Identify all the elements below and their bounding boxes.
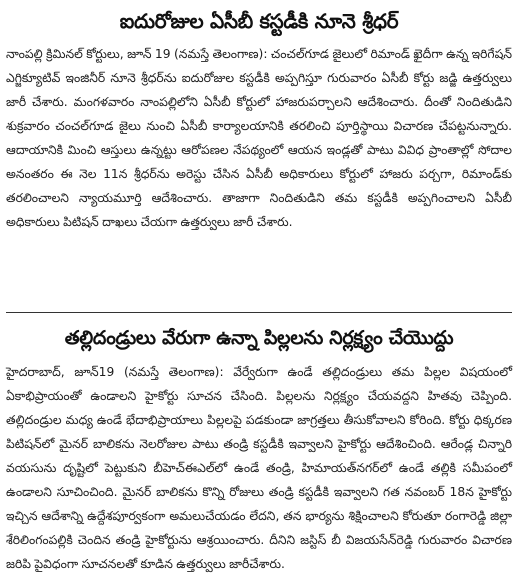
article-body-paragraph bbox=[6, 360, 512, 576]
article-divider bbox=[6, 312, 512, 313]
article-acb-custody bbox=[6, 4, 512, 234]
article-headline: ఐదురోజుల ఏసీబీ కస్టడీకి నూనె శ్రీధర్ bbox=[119, 9, 399, 33]
article-body-paragraph bbox=[6, 42, 512, 234]
article-dateline: హైదరాబాద్, జూన్19 (నమస్తే తెలంగాణ): bbox=[6, 365, 224, 379]
article-body-text: చంచల్‌గూడ జైలులో రిమాండ్ ఖైదీగా ఉన్న ఇరిగేషన్ ఎగ్జిక్యూటివ్ ఇంజినీర్ నూనె శ్రీధర్‌ను ఐదురోజుల కస్టడీకి అప్పగిస్తూ గురువారం ఏసీబీ కోర్టు జడ్జి ఉత్తర్వులు జారీ చేశారు. మంగళవారం నాంపల్లిలోని ఏసీబీ కోర్టులో హాజరుపర్చాలని ఆదేశించారు. దీంతో నిందితుడిని శుక్రవారం చంచల్‌గూడ జైలు నుంచి ఏసీబీ కార్యాలయానికి తరలించి పూర్తిస్థాయి విచారణ చేపట్టనున్నారు. ఆదాయానికి మించి ఆస్తులు ఉన్నట్టు ఆరోపణల నేపథ్యంలో ఆయన ఇండ్లతో పాటు వివిధ ప్రాంతాల్లో సోదాల అనంతరం ఈ నెల 11న శ్రీధర్‌ను అరెస్టు చేసిన ఏసీబీ అధికారులు కోర్టులో హాజరు పర్చగా, రిమాండ్‌కు తరలించాలని న్యాయమూర్తి ఆదేశించారు. తాజాగా నిందితుడిని తమ కస్టడీకి అప్పగించాలని ఏసీబీ అధికారులు పిటిషన్ దాఖలు చేయగా ఉత్తర్వులు జారీ చేశారు. bbox=[6, 47, 513, 229]
article-parents-children bbox=[6, 320, 512, 576]
article-dateline: నాంపల్లి క్రిమినల్ కోర్టులు, జూన్ 19 (నమస్తే తెలంగాణ): bbox=[6, 47, 268, 61]
article-headline: తల్లిదండ్రులు వేరుగా ఉన్నా పిల్లలను నిర్లక్ష్యం చేయొద్దు bbox=[64, 327, 454, 349]
article-body-text: వేర్వేరుగా ఉండే తల్లిదండ్రులు తమ పిల్లల విషయంలో ఏకాభిప్రాయంతో ఉండాలని హైకోర్టు సూచన చేసింది. పిల్లలను నిర్లక్ష్యం చేయవద్దని హితవు చెప్పింది. తల్లిదండ్రుల మధ్య ఉండే భేదాభిప్రాయాలు పిల్లలపై పడకుండా జాగ్రత్తలు తీసుకోవాలని కోరింది. కోర్టు ధిక్కరణ పిటిషన్‌లో మైనర్ బాలికను నెలరోజుల పాటు తండ్రి కస్టడీకి ఇవ్వాలని హైకోర్టు ఆదేశించింది. ఆరేండ్ల చిన్నారి వయసును దృష్టిలో పెట్టుకుని బీహెచ్‌ఈఎల్‌లో ఉండే తండ్రి, హిమాయత్‌నగర్‌లో ఉండే తల్లికి సమీపంలో ఉండాలని సూచించింది. మైనర్ బాలికను కొన్ని రోజులు తండ్రి కస్టడీకి ఇవ్వాలని గత నవంబర్ 18న హైకోర్టు ఇచ్చిన ఆదేశాన్ని ఉద్దేశపూర్వకంగా అమలుచేయడం లేదని, తన భార్యను శిక్షించాలని కోరుతూ రంగారెడ్డి జిల్లా శేరిలింగంపల్లికి చెందిన తండ్రి హైకోర్టును ఆశ్రయించారు. దీనిని జస్టిస్ బీ విజయసేన్‌రెడ్డి గురువారం విచారణ జరిపి పైవిధంగా సూచనలతో కూడిన ఉత్తర్వులు జారీచేశారు. bbox=[6, 365, 512, 571]
